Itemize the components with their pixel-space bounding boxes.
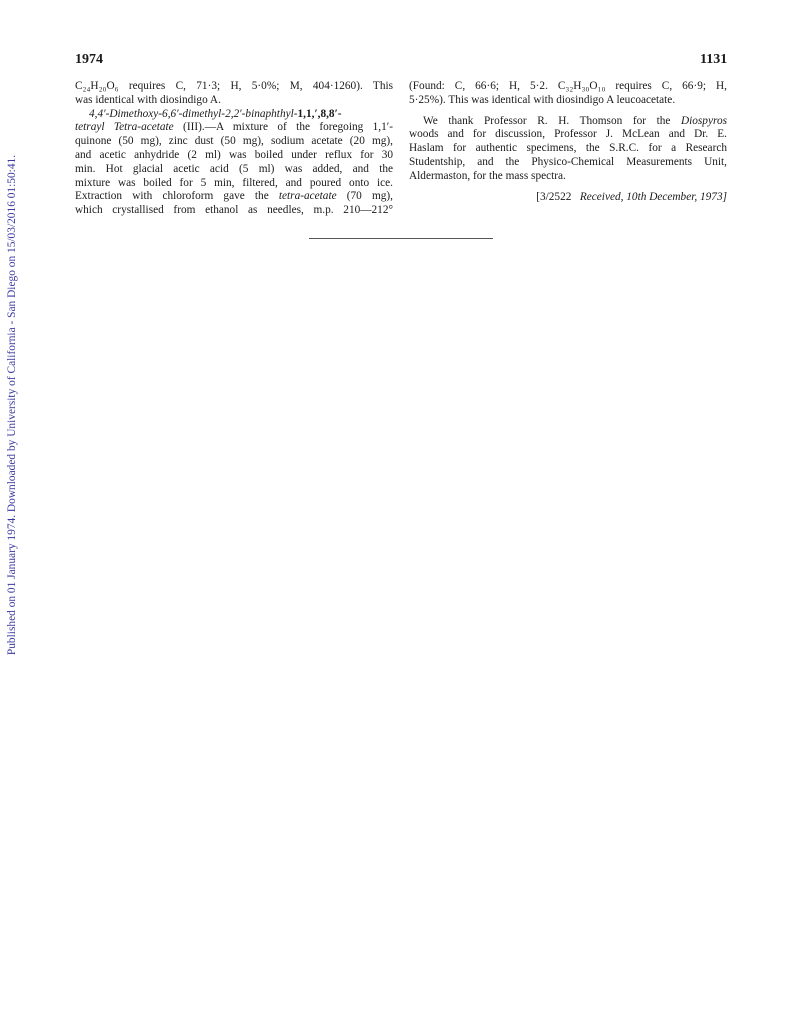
download-notice <box>3 154 21 656</box>
text-line: quinone (50 mg), zinc dust (50 mg), sodium acetate (20 mg), <box>75 135 393 148</box>
acknowledgement-line: Haslam for authentic specimens, the S.R.C. for a Research <box>409 142 727 155</box>
text-line: Extraction with chloroform gave the tetra-acetate (70 mg), <box>75 190 394 203</box>
acknowledgement-line: woods and for discussion, Professor J. McLean and Dr. E. <box>409 128 727 141</box>
received-note <box>409 191 727 205</box>
text-line: and acetic anhydride (2 ml) was boiled under reflux for 30 <box>75 148 393 161</box>
text-line: 5·25%). This was identical with diosindigo A leucoacetate. <box>409 93 676 106</box>
acknowledgement-line: Aldermaston, for the mass spectra. <box>409 169 566 182</box>
compound-heading <box>75 108 393 122</box>
genus-name: Diospyros <box>680 114 727 127</box>
product-name: tetra-acetate <box>278 190 337 203</box>
compound-locants: 1,1,′,8,8′- <box>297 107 342 120</box>
text-line: was identical with diosindigo A. <box>75 93 221 106</box>
received-date: 10th December, 1973] <box>626 190 727 203</box>
page-number: 1131 <box>700 52 728 67</box>
acknowledgement-line: Studentship, and the Physico-Chemical Measurements Unit, <box>409 155 727 168</box>
received-label: Received, <box>579 190 624 203</box>
compound-name: 4,4′-Dimethoxy-6,6′-dimethyl-2,2′-binaphthyl- <box>89 107 298 120</box>
acknowledgement-line: We thank Professor R. H. Thomson for the Diospyros <box>423 114 727 127</box>
text-line: min. Hot glacial acetic acid (5 ml) was added, and the <box>75 162 393 175</box>
text-line: which crystallised from ethanol as needles, m.p. 210—212° <box>75 204 393 217</box>
compound-name-cont: tetrayl Tetra-acetate <box>75 121 174 134</box>
download-notice-text: Published on 01 January 1974. Downloaded by University of California - San Diego on 15/03/2016 01:50:41. <box>6 154 18 656</box>
text-line: (Found: C, 66·6; H, 5·2. C₃₂H₃₀O₁₀ requires C, 66·9; H, <box>409 80 727 92</box>
journal-year: 1974 <box>75 52 103 67</box>
left-column <box>75 80 393 218</box>
text-line: mixture was boiled for 5 min, filtered, and poured onto ice. <box>75 176 393 189</box>
end-rule <box>309 238 493 239</box>
right-column <box>409 80 727 204</box>
text-line: C₂₄H₂₀O₆ requires C, 71·3; H, 5·0%; M, 404·1260). This <box>75 80 393 92</box>
text-line: tetrayl Tetra-acetate (III).—A mixture of the foregoing 1,1′- <box>75 121 393 134</box>
reference-code: [3/2522 <box>536 190 572 203</box>
